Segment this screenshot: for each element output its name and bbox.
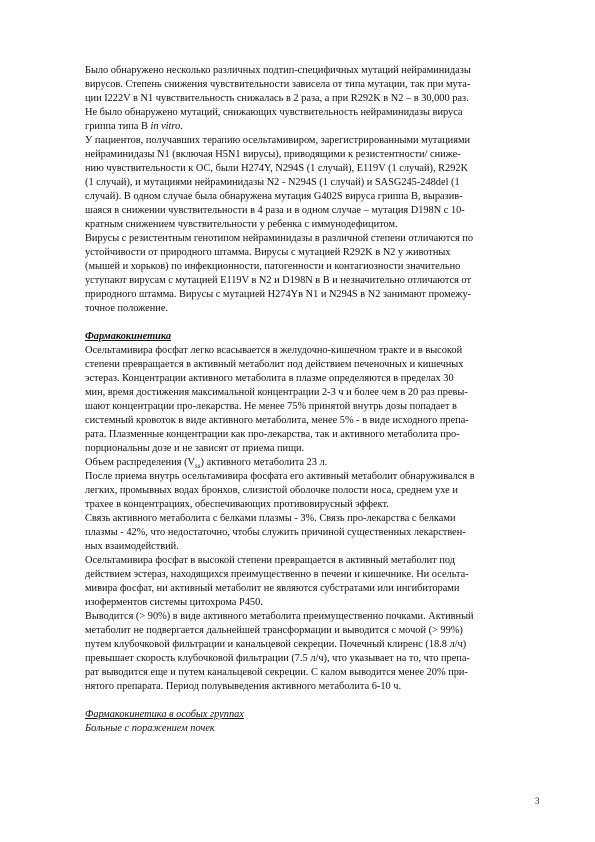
text-line: легких, промывных водах бронхов, слизистой оболочке полости носа, среднем ухе и bbox=[85, 485, 458, 496]
page-number: 3 bbox=[535, 796, 540, 806]
text-line: ции I222V в N1 чувствительность снижалась в 2 раза, а при R292K в N2 – в 30,000 раз. bbox=[85, 93, 469, 104]
text-line: рат выводится еще и путем канальцевой секреции. С калом выводится менее 20% при- bbox=[85, 667, 468, 678]
text-line: нейраминидазы N1 (включая H5N1 вирусы), приводящими к резистентности/ сниже- bbox=[85, 149, 461, 160]
text-line: шаяся в снижении чувствительности в 4 раза и в одном случае – мутация D198N с 10- bbox=[85, 205, 465, 216]
text-line: уступают вирусам с мутацией E119V в N2 и D198N в B и незначительно отличаются от bbox=[85, 275, 471, 286]
text-line: эстераз. Концентрации активного метаболита в плазме определяются в пределах 30 bbox=[85, 373, 454, 384]
text-line: Осельтамивира фосфат легко всасывается в желудочно-кишечном тракте и в высокой bbox=[85, 345, 463, 356]
text-line: превышает скорость клубочковой фильтрации (7.5 л/ч), что указывает на то, что препа- bbox=[85, 653, 470, 664]
section-heading-special-groups: Фармакокинетика в особых группах bbox=[85, 709, 244, 720]
text-line: Выводится (> 90%) в виде активного метаболита преимущественно почками. Активный bbox=[85, 611, 474, 622]
text-line: После приема внутрь осельтамивира фосфата его активный метаболит обнаруживался в bbox=[85, 471, 475, 482]
text-line: плазмы - 42%, что недостаточно, чтобы служить причиной существенных лекарствен- bbox=[85, 527, 466, 538]
text-line: мин, время достижения максимальной концентрации 2-3 ч и более чем в 20 раз превы- bbox=[85, 387, 468, 398]
text-line: Не было обнаружено мутаций, снижающих чувствительность нейраминидазы вируса bbox=[85, 107, 463, 118]
text-line: метаболит не подвергается дальнейшей трансформации и выводится с мочой (> 99%) bbox=[85, 625, 463, 636]
text-line: системный кровоток в виде активного метаболита, менее 5% - в виде исходного препа- bbox=[85, 415, 469, 426]
text-line: Осельтамивира фосфат в высокой степени превращается в активный метаболит под bbox=[85, 555, 455, 566]
text-line: Объем распределения $(V_{ss})$ активного метаболита 23 л. bbox=[85, 457, 328, 471]
text-line: Было обнаружено несколько различных подтип-специфичных мутаций нейраминидазы bbox=[85, 65, 471, 76]
text-line: путем клубочковой фильтрации и канальцевой секреции. Почечный клиренс (18.8 л/ч) bbox=[85, 639, 467, 650]
text-line: Связь активного метаболита с белками плазмы - 3%. Связь про-лекарства с белками bbox=[85, 513, 456, 524]
text-line: гриппа типа B in vitro. bbox=[85, 121, 183, 132]
text-line: ных взаимодействий. bbox=[85, 541, 179, 552]
text-line: (1 случай), и мутациями нейраминидазы N2 - N294S (1 случай) и SASG245-248del (1 bbox=[85, 177, 460, 188]
text-line: трахее в концентрациях, обеспечивающих противовирусный эффект. bbox=[85, 499, 389, 510]
text-line: мивира фосфат, ни активный метаболит не являются субстратами или ингибиторами bbox=[85, 583, 460, 594]
text-line: У пациентов, получавших терапию осельтамивиром, зарегистрированными мутациями bbox=[85, 135, 471, 146]
section-heading-pharmacokinetics: Фармакокинетика bbox=[85, 331, 172, 342]
text-line: природного штамма. Вирусы с мутацией H274Yв N1 и N294S в N2 занимают промежу- bbox=[85, 289, 472, 300]
text-line: порциональны дозе и не зависят от приема пищи. bbox=[85, 443, 305, 454]
text-line: рата. Плазменные концентрации как про-лекарства, так и активного метаболита про- bbox=[85, 429, 460, 440]
text-line: кратным снижением чувствительности у ребенка с иммунодефицитом. bbox=[85, 219, 398, 230]
text-line: нию чувствительности к ОС, были H274Y, N294S (1 случай), E119V (1 случай), R292K bbox=[85, 163, 469, 174]
text-line: устойчивости от природного штамма. Вирусы с мутацией R292K в N2 у животных bbox=[85, 247, 451, 258]
text-line: вирусов. Степень снижения чувствительности зависела от типа мутации, так при мута- bbox=[85, 79, 471, 90]
text-line: точное положение. bbox=[85, 303, 168, 314]
text-line: степени превращается в активный метаболит под действием печеночных и кишечных bbox=[85, 359, 464, 370]
subsection-heading-renal: Больные с поражением почек bbox=[85, 723, 215, 734]
text-line: (мышей и хорьков) по инфекционности, патогенности и контагиозности значительно bbox=[85, 261, 461, 272]
text-line: случай). В одном случае была обнаружена мутация G402S вируса гриппа В, выразив- bbox=[85, 191, 463, 202]
text-line: Вирусы с резистентным генотипом нейраминидазы в различной степени отличаются по bbox=[85, 233, 474, 244]
text-line: шают концентрации про-лекарства. Не менее 75% принятой внутрь дозы попадает в bbox=[85, 401, 457, 412]
text-line: нятого препарата. Период полувыведения активного метаболита 6-10 ч. bbox=[85, 681, 402, 692]
text-line: изоферментов системы цитохрома P450. bbox=[85, 597, 263, 608]
text-line: действием эстераз, находящихся преимущественно в печени и кишечнике. Ни осельта- bbox=[85, 569, 469, 580]
